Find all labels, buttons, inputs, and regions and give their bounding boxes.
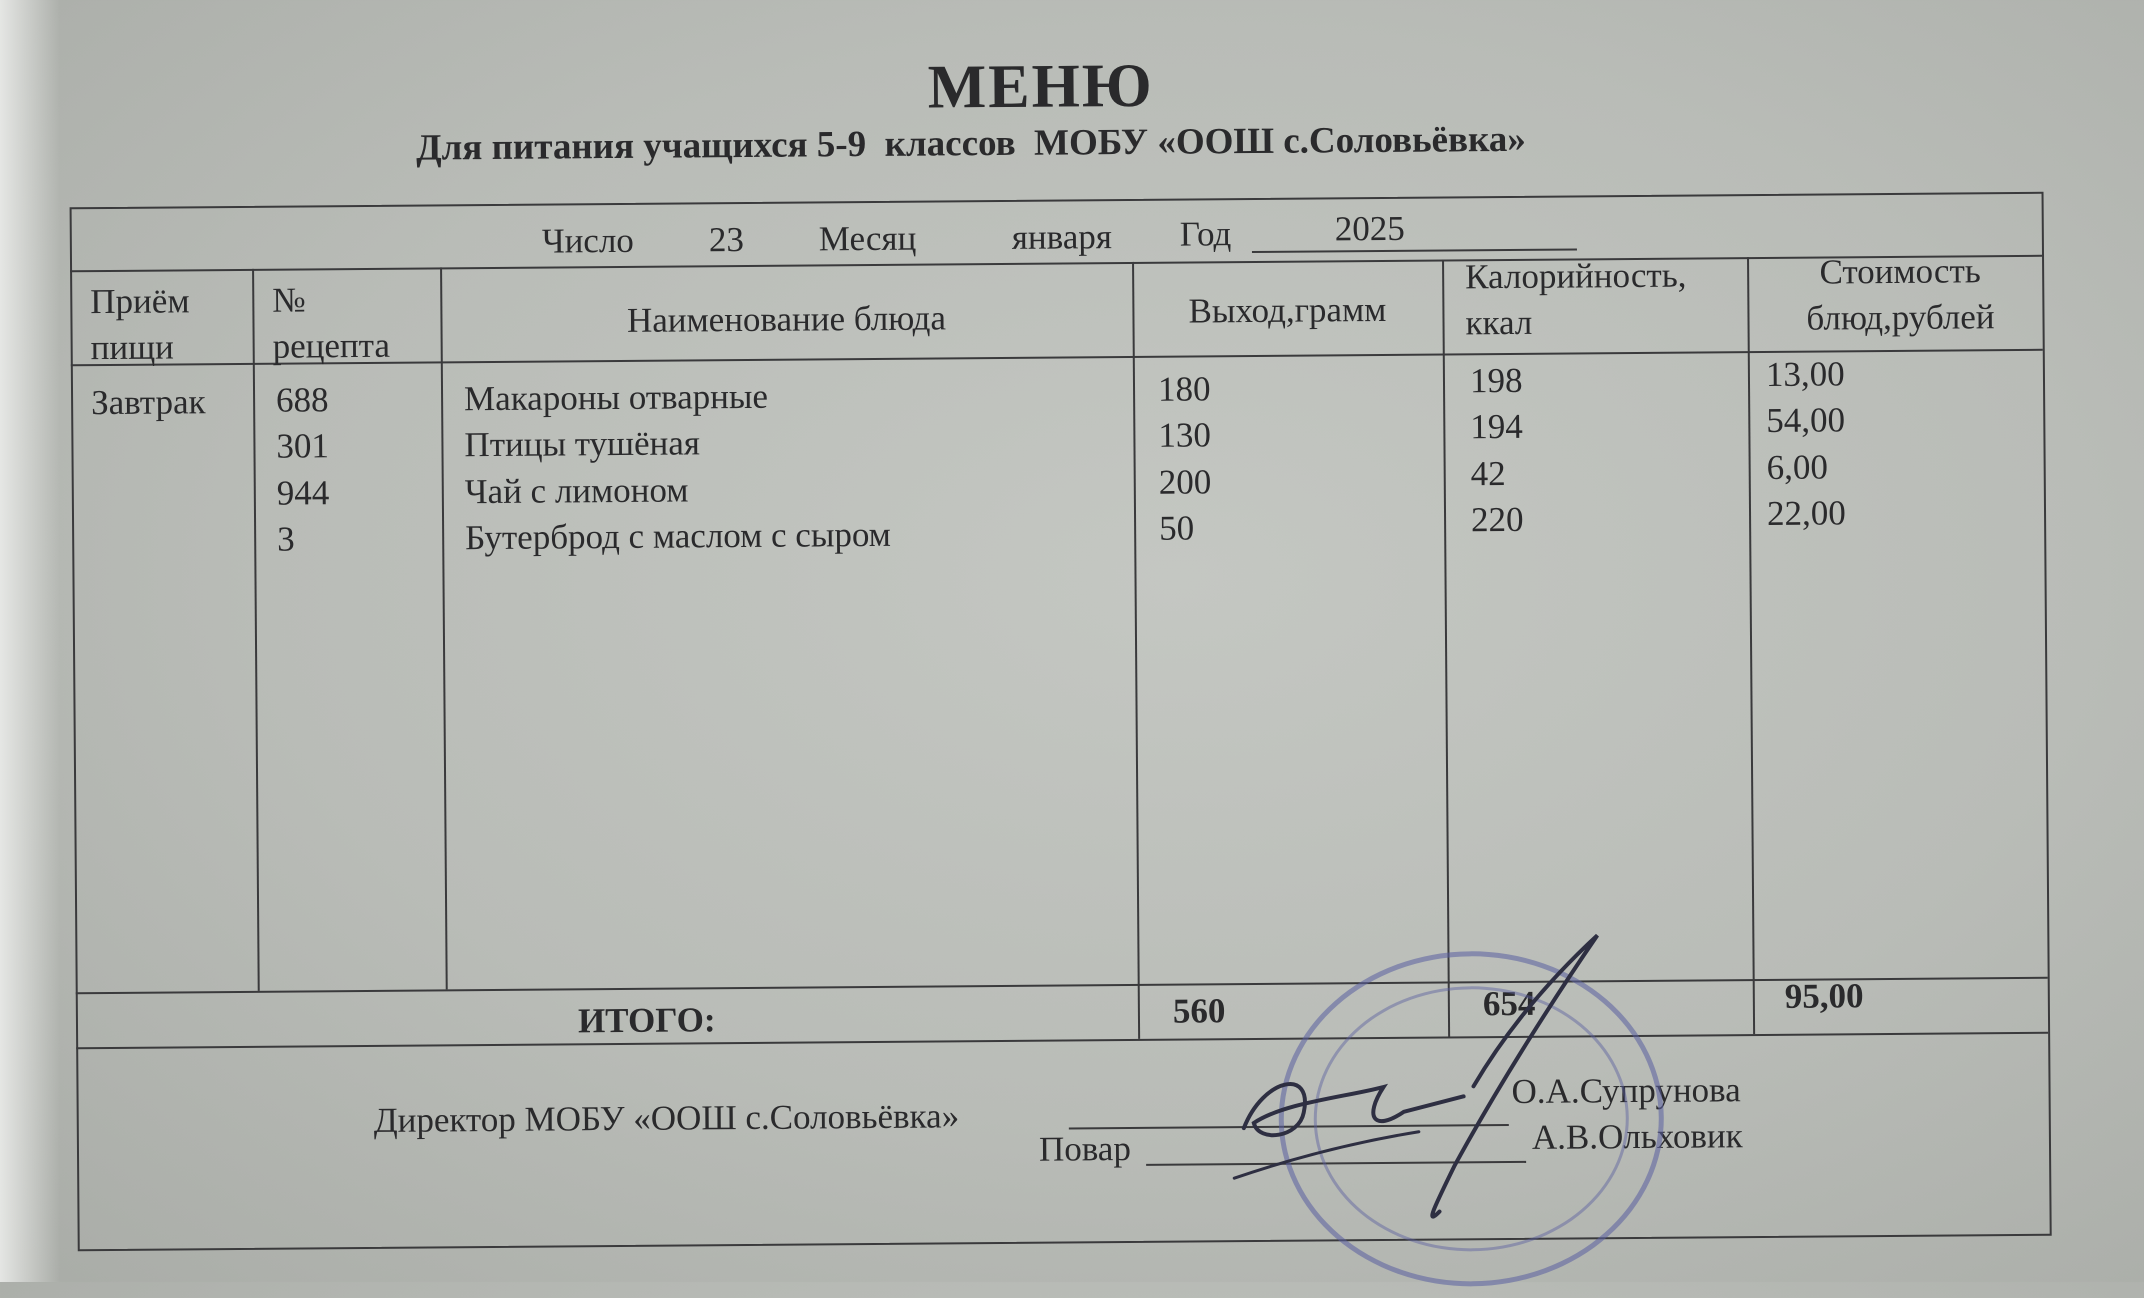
document-title: МЕНЮ: [927, 51, 1154, 122]
header-recipe: № рецепта: [272, 280, 391, 366]
date-year: 2025: [1334, 208, 1405, 249]
calories-cell-3: 220: [1470, 499, 1524, 540]
calories-cell-2: 42: [1470, 454, 1506, 494]
cost-cell-1: 54,00: [1766, 400, 1846, 440]
recipe-cell-1: 301: [276, 426, 330, 466]
header-cost: Стоимость блюд,рублей: [1806, 251, 1995, 338]
director-label: Директор МОБУ «ООШ с.Соловьёвка»: [373, 1096, 960, 1140]
document-subtitle: Для питания учащихся 5-9 классов МОБУ «ООШ с.Соловьёвка»: [415, 118, 1526, 169]
cost-cell-2: 6,00: [1766, 447, 1829, 487]
cost-cell-3: 22,00: [1766, 493, 1846, 533]
director-name: О.А.Супрунова: [1511, 1070, 1741, 1111]
total-yield: 560: [1172, 991, 1226, 1031]
header-yield: Выход,грамм: [1188, 289, 1387, 331]
recipe-cell-2: 944: [276, 473, 330, 513]
cook-label: Повар: [1038, 1128, 1132, 1169]
dish-cell-3: Бутерброд с маслом с сыром: [465, 514, 892, 558]
meal-name: Завтрак: [90, 382, 206, 423]
date-month: января: [1011, 217, 1113, 257]
yield-cell-0: 180: [1157, 369, 1211, 409]
header-meal: Приём пищи: [90, 281, 190, 368]
dish-cell-2: Чай с лимоном: [464, 470, 689, 512]
date-day-label: Число: [541, 220, 634, 261]
cook-name: А.В.Ольховик: [1531, 1116, 1743, 1157]
dish-cell-1: Птицы тушёная: [464, 423, 701, 465]
total-label: ИТОГО:: [577, 1000, 716, 1041]
header-dish: Наименование блюда: [626, 298, 947, 340]
dish-cell-0: Макароны отварные: [463, 376, 769, 419]
yield-cell-1: 130: [1158, 415, 1212, 455]
header-calories: Калорийность, ккал: [1465, 255, 1687, 343]
handwritten-signature: [1202, 925, 1624, 1238]
recipe-cell-3: 3: [277, 519, 295, 559]
calories-cell-1: 194: [1470, 406, 1523, 447]
date-year-label: Год: [1179, 214, 1232, 254]
cost-cell-0: 13,00: [1765, 354, 1845, 394]
recipe-cell-0: 688: [275, 380, 329, 420]
total-calories: 654: [1482, 983, 1536, 1024]
total-cost: 95,00: [1784, 976, 1864, 1016]
yield-cell-2: 200: [1158, 462, 1212, 502]
yield-cell-3: 50: [1158, 508, 1195, 548]
calories-cell-0: 198: [1469, 360, 1523, 401]
date-month-label: Месяц: [818, 218, 917, 259]
date-day: 23: [708, 220, 744, 260]
